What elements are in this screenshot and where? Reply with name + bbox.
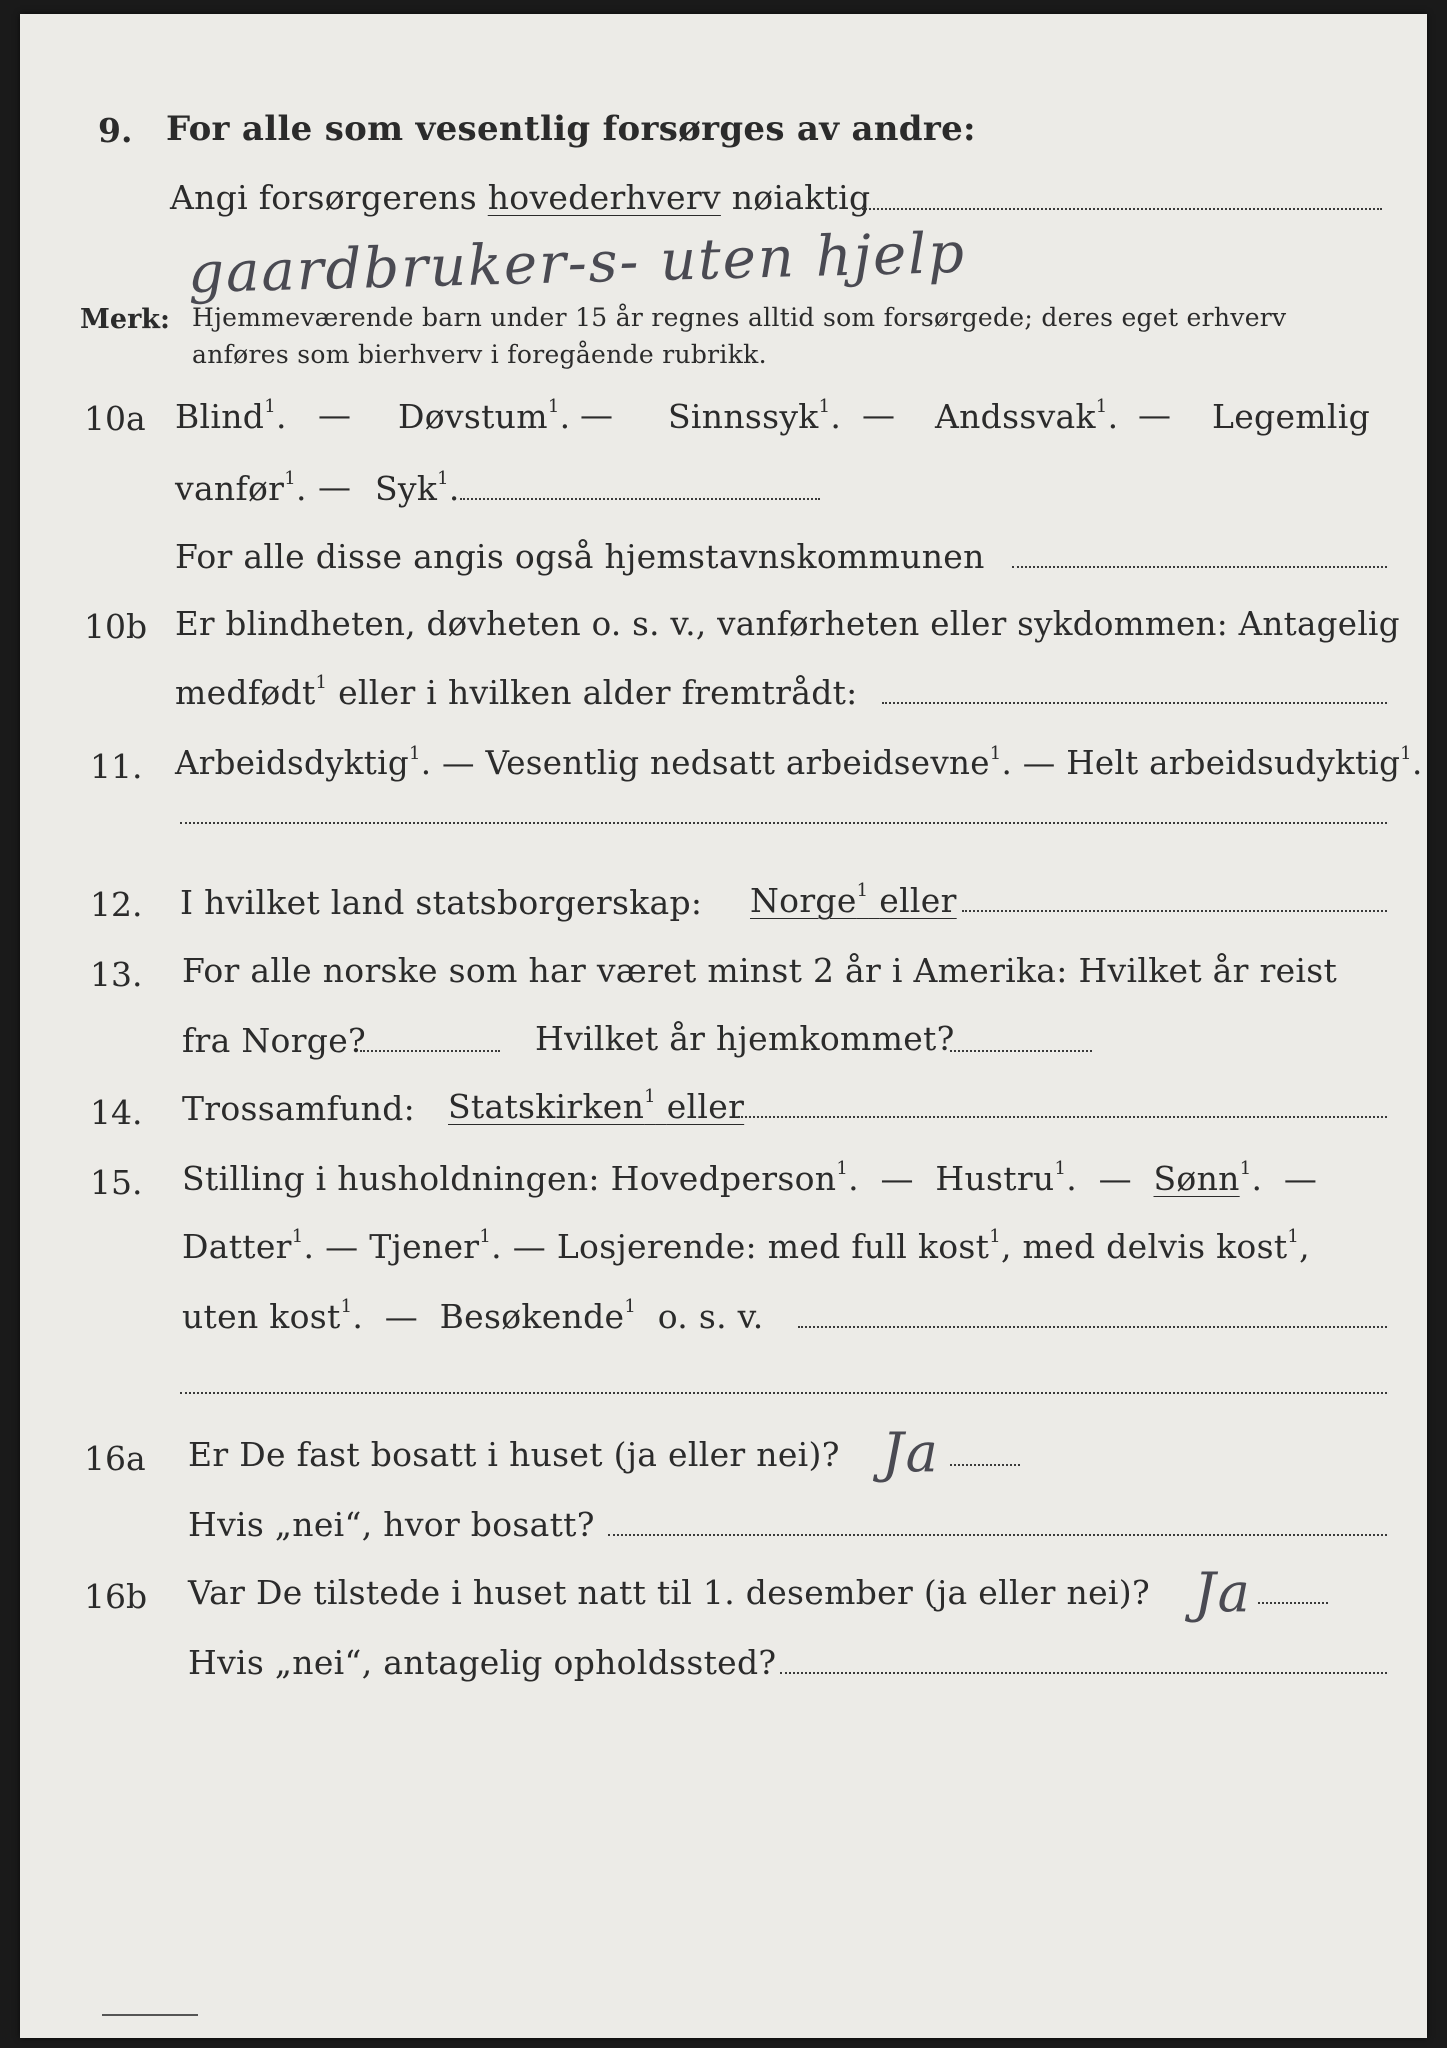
q15-extra-line xyxy=(180,1392,1387,1394)
q16a-answer-line xyxy=(950,1464,1020,1466)
q14-text: Trossamfund: xyxy=(182,1089,416,1128)
q10a-dash-5: — xyxy=(318,467,352,506)
q14-number: 14. xyxy=(90,1093,143,1132)
q11-options: Arbeidsdyktig$^1$. — Vesentlig nedsatt arbeidsevne$^1$. — Helt arbeidsudyktig$^1$. xyxy=(175,743,1423,782)
q16b-answer-line xyxy=(1258,1602,1328,1604)
q10a-sinnssyk: Sinnssyk$^1$. xyxy=(668,396,842,436)
q15-line-2: Datter$^1$. — Tjener$^1$. — Losjerende: med full kost$^1$, med delvis kost$^1$, xyxy=(182,1226,1310,1266)
footer-rule xyxy=(102,2014,198,2016)
q9-answer-line xyxy=(862,208,1382,210)
q10a-dash-3: — xyxy=(862,395,896,434)
q13-line-1: For alle norske som har været minst 2 år i Amerika: Hvilket år reist xyxy=(182,951,1338,990)
q16a-bosatt-line xyxy=(608,1534,1387,1536)
q10b-line-2: medfødt$^1$ eller i hvilken alder fremtrådt: xyxy=(175,672,858,712)
q10a-blind: Blind$^1$. xyxy=(175,396,287,436)
q9-number: 9. xyxy=(98,111,133,150)
q11-number: 11. xyxy=(90,747,143,786)
q10b-line-1: Er blindheten, døvheten o. s. v., vanførheten eller sykdommen: Antagelig xyxy=(175,605,1400,643)
q10a-dash-1: — xyxy=(318,395,352,434)
q9-title: For alle som vesentlig forsørges av andre: xyxy=(166,109,976,149)
q9-handwritten-answer: gaardbruker-s- uten hjelp xyxy=(187,220,967,307)
merk-label: Merk: xyxy=(80,304,170,335)
q10a-andssvak: Andssvak$^1$. xyxy=(935,396,1119,436)
q16b-line-1: Var De tilstede i huset natt til 1. desember (ja eller nei)? xyxy=(188,1573,1150,1612)
q10a-syk: Syk$^1$. xyxy=(375,468,460,508)
q10a-number: 10a xyxy=(84,399,146,438)
q15-line-3: uten kost$^1$. — Besøkende$^1$ o. s. v. xyxy=(182,1296,764,1336)
q16a-line-2: Hvis „nei“, hvor bosatt? xyxy=(188,1505,595,1544)
q10a-dovstum: Døvstum$^1$. xyxy=(398,396,571,436)
q16a-line-1: Er De fast bosatt i huset (ja eller nei)? xyxy=(188,1435,840,1474)
q16b-handwritten-answer: Ja xyxy=(1194,1561,1252,1624)
q16a-number: 16a xyxy=(84,1439,146,1478)
q14-answer-line xyxy=(738,1116,1387,1118)
q10a-dash-4: — xyxy=(1138,395,1172,434)
q16b-line-2: Hvis „nei“, antagelig opholdssted? xyxy=(188,1643,777,1682)
q12-number: 12. xyxy=(90,885,143,924)
q12-text: I hvilket land statsborgerskap: xyxy=(180,883,703,922)
q13-reist: fra Norge? xyxy=(182,1021,367,1060)
q15-number: 15. xyxy=(90,1163,143,1202)
q10a-syk-line xyxy=(460,498,820,500)
q12-norge: Norge$^1$ eller xyxy=(750,880,957,920)
census-form-page xyxy=(20,14,1427,2038)
q13-number: 13. xyxy=(90,955,143,994)
q16a-handwritten-answer: Ja xyxy=(882,1421,940,1484)
q10a-legemlig: Legemlig xyxy=(1212,397,1371,436)
q12-answer-line xyxy=(962,910,1387,912)
q10a-hjemstavn: For alle disse angis også hjemstavnskommunen xyxy=(175,537,985,576)
q10a-dash-2: — xyxy=(580,395,614,434)
q16b-opholdssted-line xyxy=(780,1672,1387,1674)
q9-prompt: Angi forsørgerens hovederhverv nøiaktig xyxy=(170,178,871,217)
q11-answer-line xyxy=(180,822,1387,824)
q13-reist-line xyxy=(360,1050,500,1052)
merk-line-1: Hjemmeværende barn under 15 år regnes alltid som forsørgede; deres eget erhverv xyxy=(192,303,1287,332)
q10b-number: 10b xyxy=(84,607,148,646)
q10a-vanfor: vanfør$^1$. xyxy=(175,468,307,508)
q15-answer-line xyxy=(798,1326,1387,1328)
merk-line-2: anføres som bierhverv i foregående rubrikk. xyxy=(192,340,767,369)
q15-line-1: Stilling i husholdningen: Hovedperson$^1$. — Hustru$^1$. — Sønn$^1$. — xyxy=(182,1158,1318,1198)
q10a-hjemstavn-line xyxy=(1012,566,1387,568)
q14-statskirken: Statskirken$^1$ eller xyxy=(448,1086,745,1126)
q10b-answer-line xyxy=(882,702,1387,704)
q13-hjemkommet-line xyxy=(950,1050,1092,1052)
q16b-number: 16b xyxy=(84,1577,148,1616)
q13-hjemkommet: Hvilket år hjemkommet? xyxy=(535,1019,955,1058)
